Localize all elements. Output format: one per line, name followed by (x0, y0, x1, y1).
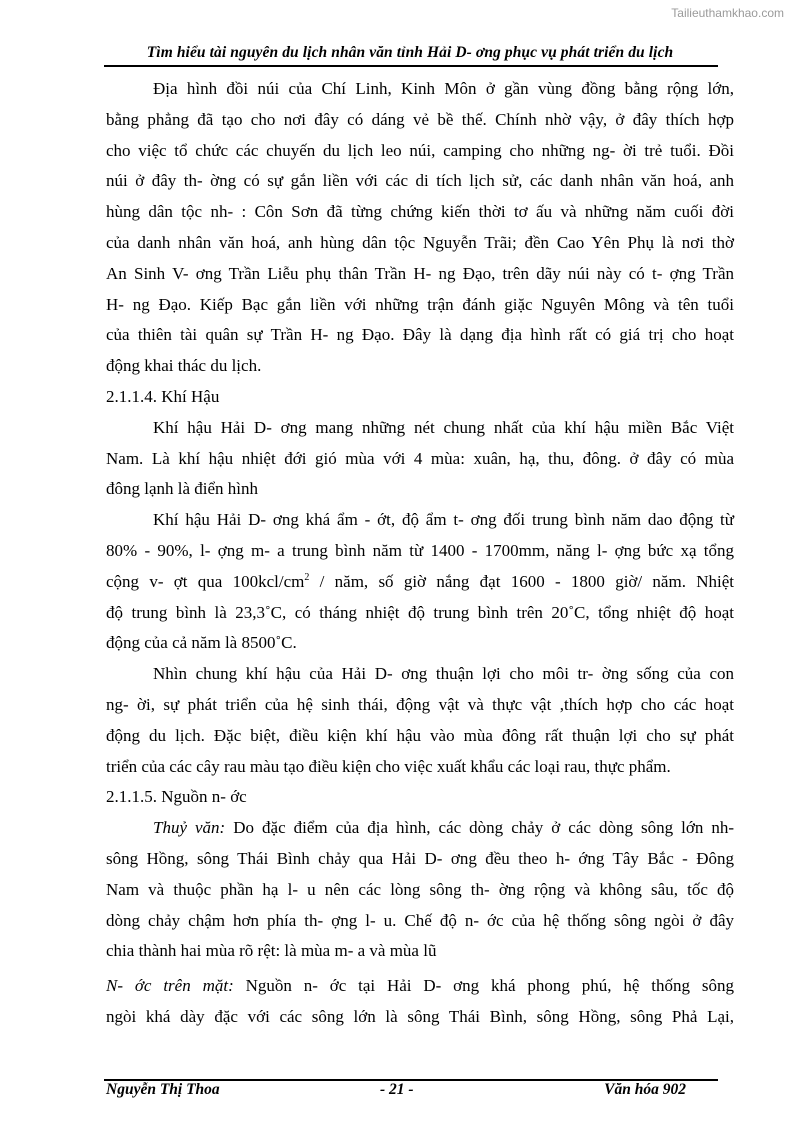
footer-author: Nguyễn Thị Thoa (106, 1081, 220, 1098)
text-line (106, 567, 734, 598)
text-line (106, 971, 734, 1002)
text-line: 80% - 90%, l- ợng m- a trung bình năm từ 1400 - 1700mm, năng l- ợng bức xạ tổng (106, 540, 734, 560)
page-header: Tìm hiểu tài nguyên du lịch nhân văn tỉnh Hải D- ơng phục vụ phát triển du lịch (146, 44, 674, 61)
text-line: sông Hồng, sông Thái Bình chảy qua Hải D- ơng đều theo h- ớng Tây Bắc - Đông (106, 848, 734, 868)
text-line (106, 813, 734, 844)
text-line: động của cả năm là 8500˚C. (106, 633, 297, 653)
text-line: H- ng Đạo. Kiếp Bạc gắn liền với những trận đánh giặc Nguyên Mông và tên tuổi (106, 294, 734, 314)
text-line: của danh nhân văn hoá, anh hùng dân tộc Nguyễn Trãi; đền Cao Yên Phụ là nơi thờ (106, 232, 734, 252)
text-line: Khí hậu Hải D- ơng mang những nét chung nhất của khí hậu miền Bắc Việt (153, 417, 734, 437)
text-line: dòng chảy chậm hơn phía th- ợng l- u. Chế độ n- ớc của hệ thống sông ngòi ở đây (106, 910, 734, 930)
text-line: độ trung bình là 23,3˚C, có tháng nhiệt độ trung bình trên 20˚C, tổng nhiệt độ hoạt (106, 602, 734, 622)
text-line: Nam và thuộc phần hạ l- u nên các lòng sông th- ờng rộng và không sâu, tốc độ (106, 879, 734, 899)
footer-class: Văn hóa 902 (604, 1081, 686, 1098)
text-line: Khí hậu Hải D- ơng khá ẩm - ớt, độ ẩm t- ơng đối trung bình năm dao động từ (153, 510, 734, 530)
page-body (106, 74, 734, 1033)
text-line: triển của các cây rau màu tạo điều kiện cho việc xuất khẩu các loại rau, thực phẩm. (106, 756, 671, 776)
text-line: cho việc tổ chức các chuyến du lịch leo núi, camping cho những ng- ời trẻ tuổi. Đồi (106, 140, 734, 160)
text-line: của thiên tài quân sự Trần H- ng Đạo. Đây là dạng địa hình rất có giá trị cho hoạt (106, 325, 734, 345)
text-fragment: Do đặc điểm của địa hình, các dòng chảy ở các dòng sông lớn nh- (225, 818, 734, 838)
text-line: ngòi khá dày đặc với các sông lớn là sông Thái Bình, sông Hồng, sông Phả Lại, (106, 1006, 734, 1026)
text-line: bằng phẳng đã tạo cho nơi đây có dáng vẻ bề thế. Chính nhờ vậy, ở đây thích hợp (106, 109, 734, 129)
text-line: hùng dân tộc nh- : Côn Sơn đã từng chứng kiến thời tơ ấu và những năm cuối đời (106, 202, 734, 222)
text-line: Nam. Là khí hậu nhiệt đới gió mùa với 4 mùa: xuân, hạ, thu, đông. ở đây có mùa (106, 448, 734, 468)
text-line: động du lịch. Đặc biệt, điều kiện khí hậu vào mùa đông rất thuận lợi cho sự phát (106, 725, 734, 745)
text-line: đông lạnh là điển hình (106, 479, 259, 499)
italic-lead: N- ớc trên mặt: (106, 976, 234, 996)
text-fragment: Nguồn n- ớc tại Hải D- ơng khá phong phú, hệ thống sông (233, 976, 734, 996)
text-fragment: cộng v- ợt qua 100kcl/cm (106, 571, 305, 591)
text-fragment: Nhiệt (696, 571, 735, 591)
superscript: 2 (304, 571, 310, 583)
watermark: Tailieuthamkhao.com (671, 6, 784, 20)
section-heading-climate: 2.1.1.4. Khí Hậu (106, 386, 220, 406)
text-fragment: / năm, số giờ nắng đạt 1600 - 1800 giờ/ năm. (309, 571, 686, 591)
text-line: Địa hình đồi núi của Chí Linh, Kinh Môn ở gần vùng đồng bằng rộng lớn, (153, 79, 734, 98)
text-line: chia thành hai mùa rõ rệt: là mùa m- a và mùa lũ (106, 941, 437, 961)
header-divider (104, 65, 718, 67)
page-number: - 21 - (380, 1081, 414, 1098)
text-line: An Sinh V- ơng Trần Liễu phụ thân Trần H- ng Đạo, trên dãy núi này có t- ợng Trần (106, 263, 734, 283)
text-line: động khai thác du lịch. (106, 356, 262, 376)
text-line: núi ở đây th- ờng có sự gắn liền với các di tích lịch sử, các danh nhân văn hoá, anh (106, 171, 734, 191)
text-line: ng- ời, sự phát triển của hệ sinh thái, động vật và thực vật ,thích hợp cho các hoạt (106, 694, 734, 714)
text-line: Nhìn chung khí hậu của Hải D- ơng thuận lợi cho môi tr- ờng sống của con (153, 664, 734, 684)
section-heading-water: 2.1.1.5. Nguồn n- ớc (106, 787, 247, 807)
italic-lead: Thuỷ văn: (153, 818, 226, 838)
